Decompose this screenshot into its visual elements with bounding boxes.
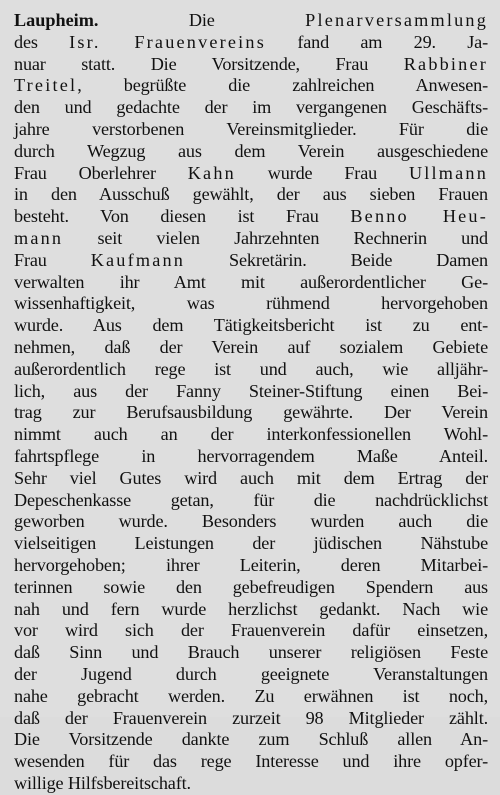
article-line xyxy=(14,446,488,468)
text-segment: lich, aus der Fanny Steiner-Stiftung einen Bei- xyxy=(14,380,488,401)
text-segment: den und gedachte der im vergangenen Geschäfts- xyxy=(14,97,488,118)
text-segment: , begrüßte die zahlreichen Anwesen- xyxy=(77,75,488,96)
text-segment: willige Hilfsbereitschaft. xyxy=(14,772,191,793)
article-line xyxy=(14,315,488,337)
article-line xyxy=(14,511,488,533)
article-line xyxy=(14,664,488,686)
article-line xyxy=(14,228,488,250)
text-segment: Frau Oberlehrer xyxy=(14,162,188,183)
text-segment: Depeschenkasse getan, für die nachdrücklichst xyxy=(14,489,488,510)
text-segment: nah und fern wurde herzlichst gedankt. Nach wie xyxy=(14,598,488,619)
text-segment: nimmt auch an der interkonfessionellen Wohl- xyxy=(14,424,488,445)
text-segment: jahre verstorbenen Vereinsmitglieder. Für die xyxy=(14,118,488,139)
article-line xyxy=(14,337,488,359)
article-line xyxy=(14,32,488,54)
text-segment: besteht. Von diesen ist Frau xyxy=(14,206,351,227)
text-segment: wesenden für das rege Interesse und ihre opfer- xyxy=(14,751,488,772)
article-line xyxy=(14,686,488,708)
article-line xyxy=(14,468,488,490)
article-line xyxy=(14,599,488,621)
text-segment: nehmen, daß der Verein auf sozialem Gebiete xyxy=(14,336,488,357)
text-segment: außerordentlich rege ist und auch, wie alljähr- xyxy=(14,358,488,379)
text-segment: Die Vorsitzende dankte zum Schluß allen An- xyxy=(14,729,488,750)
article-line xyxy=(14,490,488,512)
text-segment: Sehr viel Gutes wird auch mit dem Ertrag der xyxy=(14,467,488,488)
spaced-emphasis: Plenarversammlung xyxy=(305,10,488,30)
text-segment: daß Sinn und Brauch unserer religiösen Feste xyxy=(14,642,488,663)
article-line xyxy=(14,424,488,446)
spaced-emphasis: Treitel xyxy=(14,75,78,96)
article-line xyxy=(14,381,488,403)
text-segment: Sekretärin. Beide Damen xyxy=(185,249,488,270)
text-segment: in den Ausschuß gewählt, der aus sieben Frauen xyxy=(14,184,488,205)
article-line xyxy=(14,620,488,642)
article-line xyxy=(14,751,488,773)
text-segment: wurde Frau xyxy=(235,162,409,183)
text-segment: der Jugend durch geeignete Veranstaltungen xyxy=(14,663,488,684)
text-segment: Frau xyxy=(14,249,91,270)
text-segment: wissenhaftigkeit, was rühmend hervorgehoben xyxy=(14,293,488,314)
article-line xyxy=(14,773,488,795)
article-text xyxy=(14,10,488,795)
spaced-emphasis: mann xyxy=(14,227,64,248)
article-line xyxy=(14,184,488,206)
article-line xyxy=(14,119,488,141)
text-segment: terinnen sowie den gebefreudigen Spendern aus xyxy=(14,576,488,597)
article-line xyxy=(14,533,488,555)
article-line xyxy=(14,729,488,751)
text-segment: nuar statt. Die Vorsitzende, Frau xyxy=(14,53,404,74)
text-segment: daß der Frauenverein zurzeit 98 Mitglieder zählt. xyxy=(14,707,488,728)
text-segment: fand am 29. Ja- xyxy=(265,31,488,52)
text-segment: wurde. Aus dem Tätigkeitsbericht ist zu ent- xyxy=(14,315,488,336)
article-line xyxy=(14,642,488,664)
spaced-emphasis: Rabbiner xyxy=(403,53,488,74)
spaced-emphasis: Isr. Frauenvereins xyxy=(69,31,266,52)
article-line xyxy=(14,359,488,381)
dateline-place: Laupheim. xyxy=(14,10,99,30)
text-segment: vor wird sich der Frauenverein dafür einsetzen, xyxy=(14,620,488,641)
text-segment: Die xyxy=(98,10,306,30)
text-segment: vielseitigen Leistungen der jüdischen Nähstube xyxy=(14,533,488,554)
text-segment: des xyxy=(14,31,70,52)
article-line xyxy=(14,577,488,599)
article-line xyxy=(14,272,488,294)
article-line xyxy=(14,555,488,577)
article-line xyxy=(14,293,488,315)
text-segment: geworben wurde. Besonders wurden auch die xyxy=(14,511,488,532)
text-segment: durch Wegzug aus dem Verein ausgeschiedene xyxy=(14,140,488,161)
article-line xyxy=(14,10,488,32)
article-line xyxy=(14,54,488,76)
spaced-emphasis: Kahn xyxy=(187,162,236,183)
article-line xyxy=(14,163,488,185)
text-segment: verwalten ihr Amt mit außerordentlicher Ge- xyxy=(14,271,488,292)
article-line xyxy=(14,75,488,97)
spaced-emphasis: Ullmann xyxy=(408,162,488,183)
article-line xyxy=(14,206,488,228)
text-segment: fahrtspflege in hervorragendem Maße Anteil. xyxy=(14,445,488,466)
article-line xyxy=(14,708,488,730)
text-segment: trag zur Berufsausbildung gewährte. Der Verein xyxy=(14,402,488,423)
text-segment: hervorgehoben; ihrer Leiterin, deren Mitarbei- xyxy=(14,554,488,575)
article-line xyxy=(14,402,488,424)
spaced-emphasis: Benno Heu- xyxy=(350,206,488,227)
article-line xyxy=(14,97,488,119)
article-line xyxy=(14,141,488,163)
article-line xyxy=(14,250,488,272)
spaced-emphasis: Kaufmann xyxy=(90,249,186,270)
text-segment: seit vielen Jahrzehnten Rechnerin und xyxy=(63,227,488,248)
text-segment: nahe gebracht werden. Zu erwähnen ist noch, xyxy=(14,685,488,706)
